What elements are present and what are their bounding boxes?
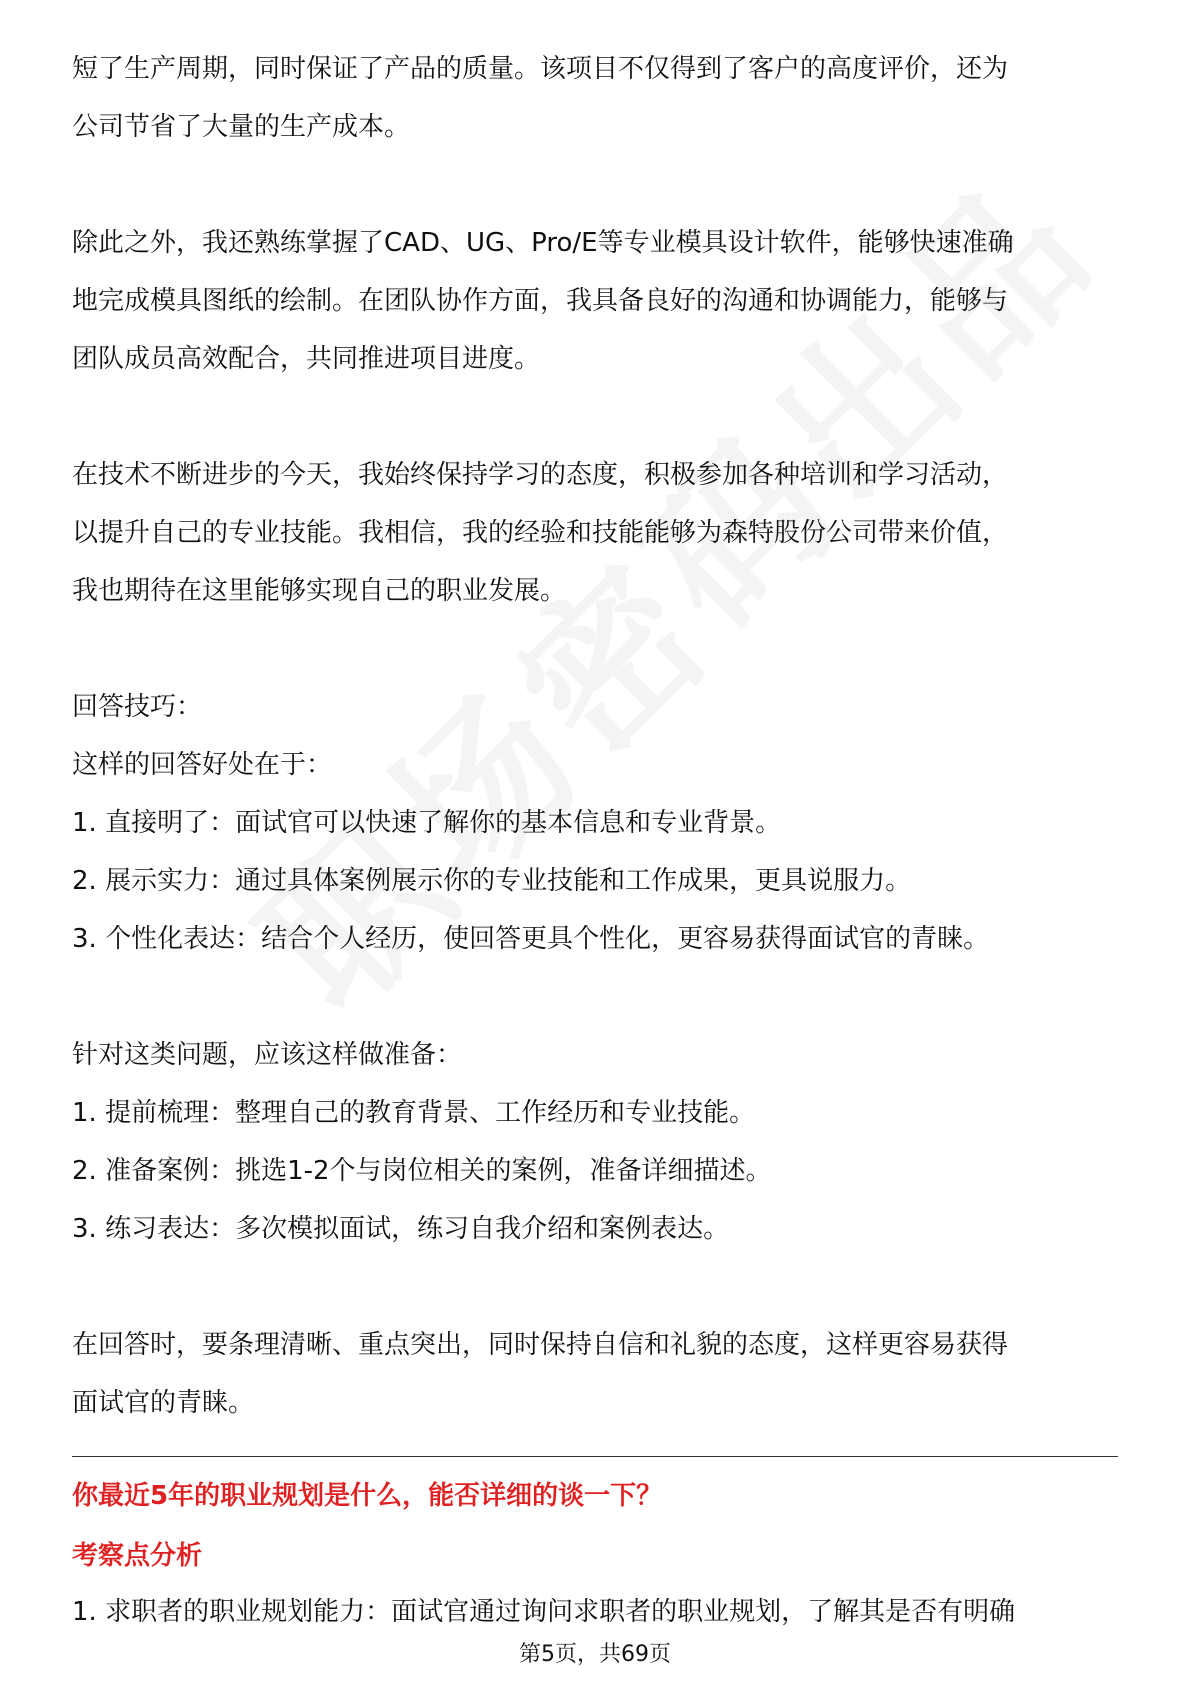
- list-item: 3. 练习表达：多次模拟面试，练习自我介绍和案例表达。: [72, 1214, 730, 1244]
- answer-tips: [72, 678, 1118, 968]
- document-body: [72, 40, 1118, 1432]
- text-line: 除此之外，我还熟练掌握了CAD、UG、Pro/E等专业模具设计软件，能够快速准确: [72, 228, 1014, 258]
- tips-heading: 回答技巧：: [72, 692, 203, 722]
- text-line: 在回答时，要条理清晰、重点突出，同时保持自信和礼貌的态度，这样更容易获得: [72, 1330, 1009, 1360]
- text-line: 地完成模具图纸的绘制。在团队协作方面，我具备良好的沟通和协调能力，能够与: [72, 286, 1009, 316]
- paragraph: [72, 214, 1118, 388]
- text-line: 这样的回答好处在于：: [72, 750, 333, 780]
- paragraph: [72, 1316, 1118, 1432]
- analysis-heading: 考察点分析: [72, 1541, 203, 1571]
- section-divider: [72, 1456, 1118, 1457]
- list-item: 2. 展示实力：通过具体案例展示你的专业技能和工作成果，更具说服力。: [72, 866, 912, 896]
- text-line: 面试官的青睐。: [72, 1388, 255, 1418]
- list-item: 1. 提前梳理：整理自己的教育背景、工作经历和专业技能。: [72, 1098, 756, 1128]
- text-line: 以提升自己的专业技能。我相信，我的经验和技能能够为森特股份公司带来价值，: [72, 518, 1009, 548]
- preparation-tips: [72, 1026, 1118, 1258]
- list-item: 1. 直接明了：面试官可以快速了解你的基本信息和专业背景。: [72, 808, 782, 838]
- question-title: 你最近5年的职业规划是什么，能否详细的谈一下？: [72, 1481, 663, 1511]
- text-line: 公司节省了大量的生产成本。: [72, 112, 411, 142]
- text-line: 团队成员高效配合，共同推进项目进度。: [72, 344, 541, 374]
- text-line: 我也期待在这里能够实现自己的职业发展。: [72, 576, 567, 606]
- text-line: 针对这类问题，应该这样做准备：: [72, 1040, 463, 1070]
- paragraph: [72, 40, 1118, 156]
- text-line: 在技术不断进步的今天，我始终保持学习的态度，积极参加各种培训和学习活动，: [72, 460, 1009, 490]
- paragraph: [72, 446, 1118, 620]
- text-line: 短了生产周期，同时保证了产品的质量。该项目不仅得到了客户的高度评价，还为: [72, 54, 1009, 84]
- page-number: 第5页，共69页: [519, 1642, 671, 1667]
- analysis-point: 1. 求职者的职业规划能力：面试官通过询问求职者的职业规划，了解其是否有明确: [72, 1597, 1016, 1627]
- list-item: 2. 准备案例：挑选1-2个与岗位相关的案例，准备详细描述。: [72, 1156, 772, 1186]
- list-item: 3. 个性化表达：结合个人经历，使回答更具个性化，更容易获得面试官的青睐。: [72, 924, 990, 954]
